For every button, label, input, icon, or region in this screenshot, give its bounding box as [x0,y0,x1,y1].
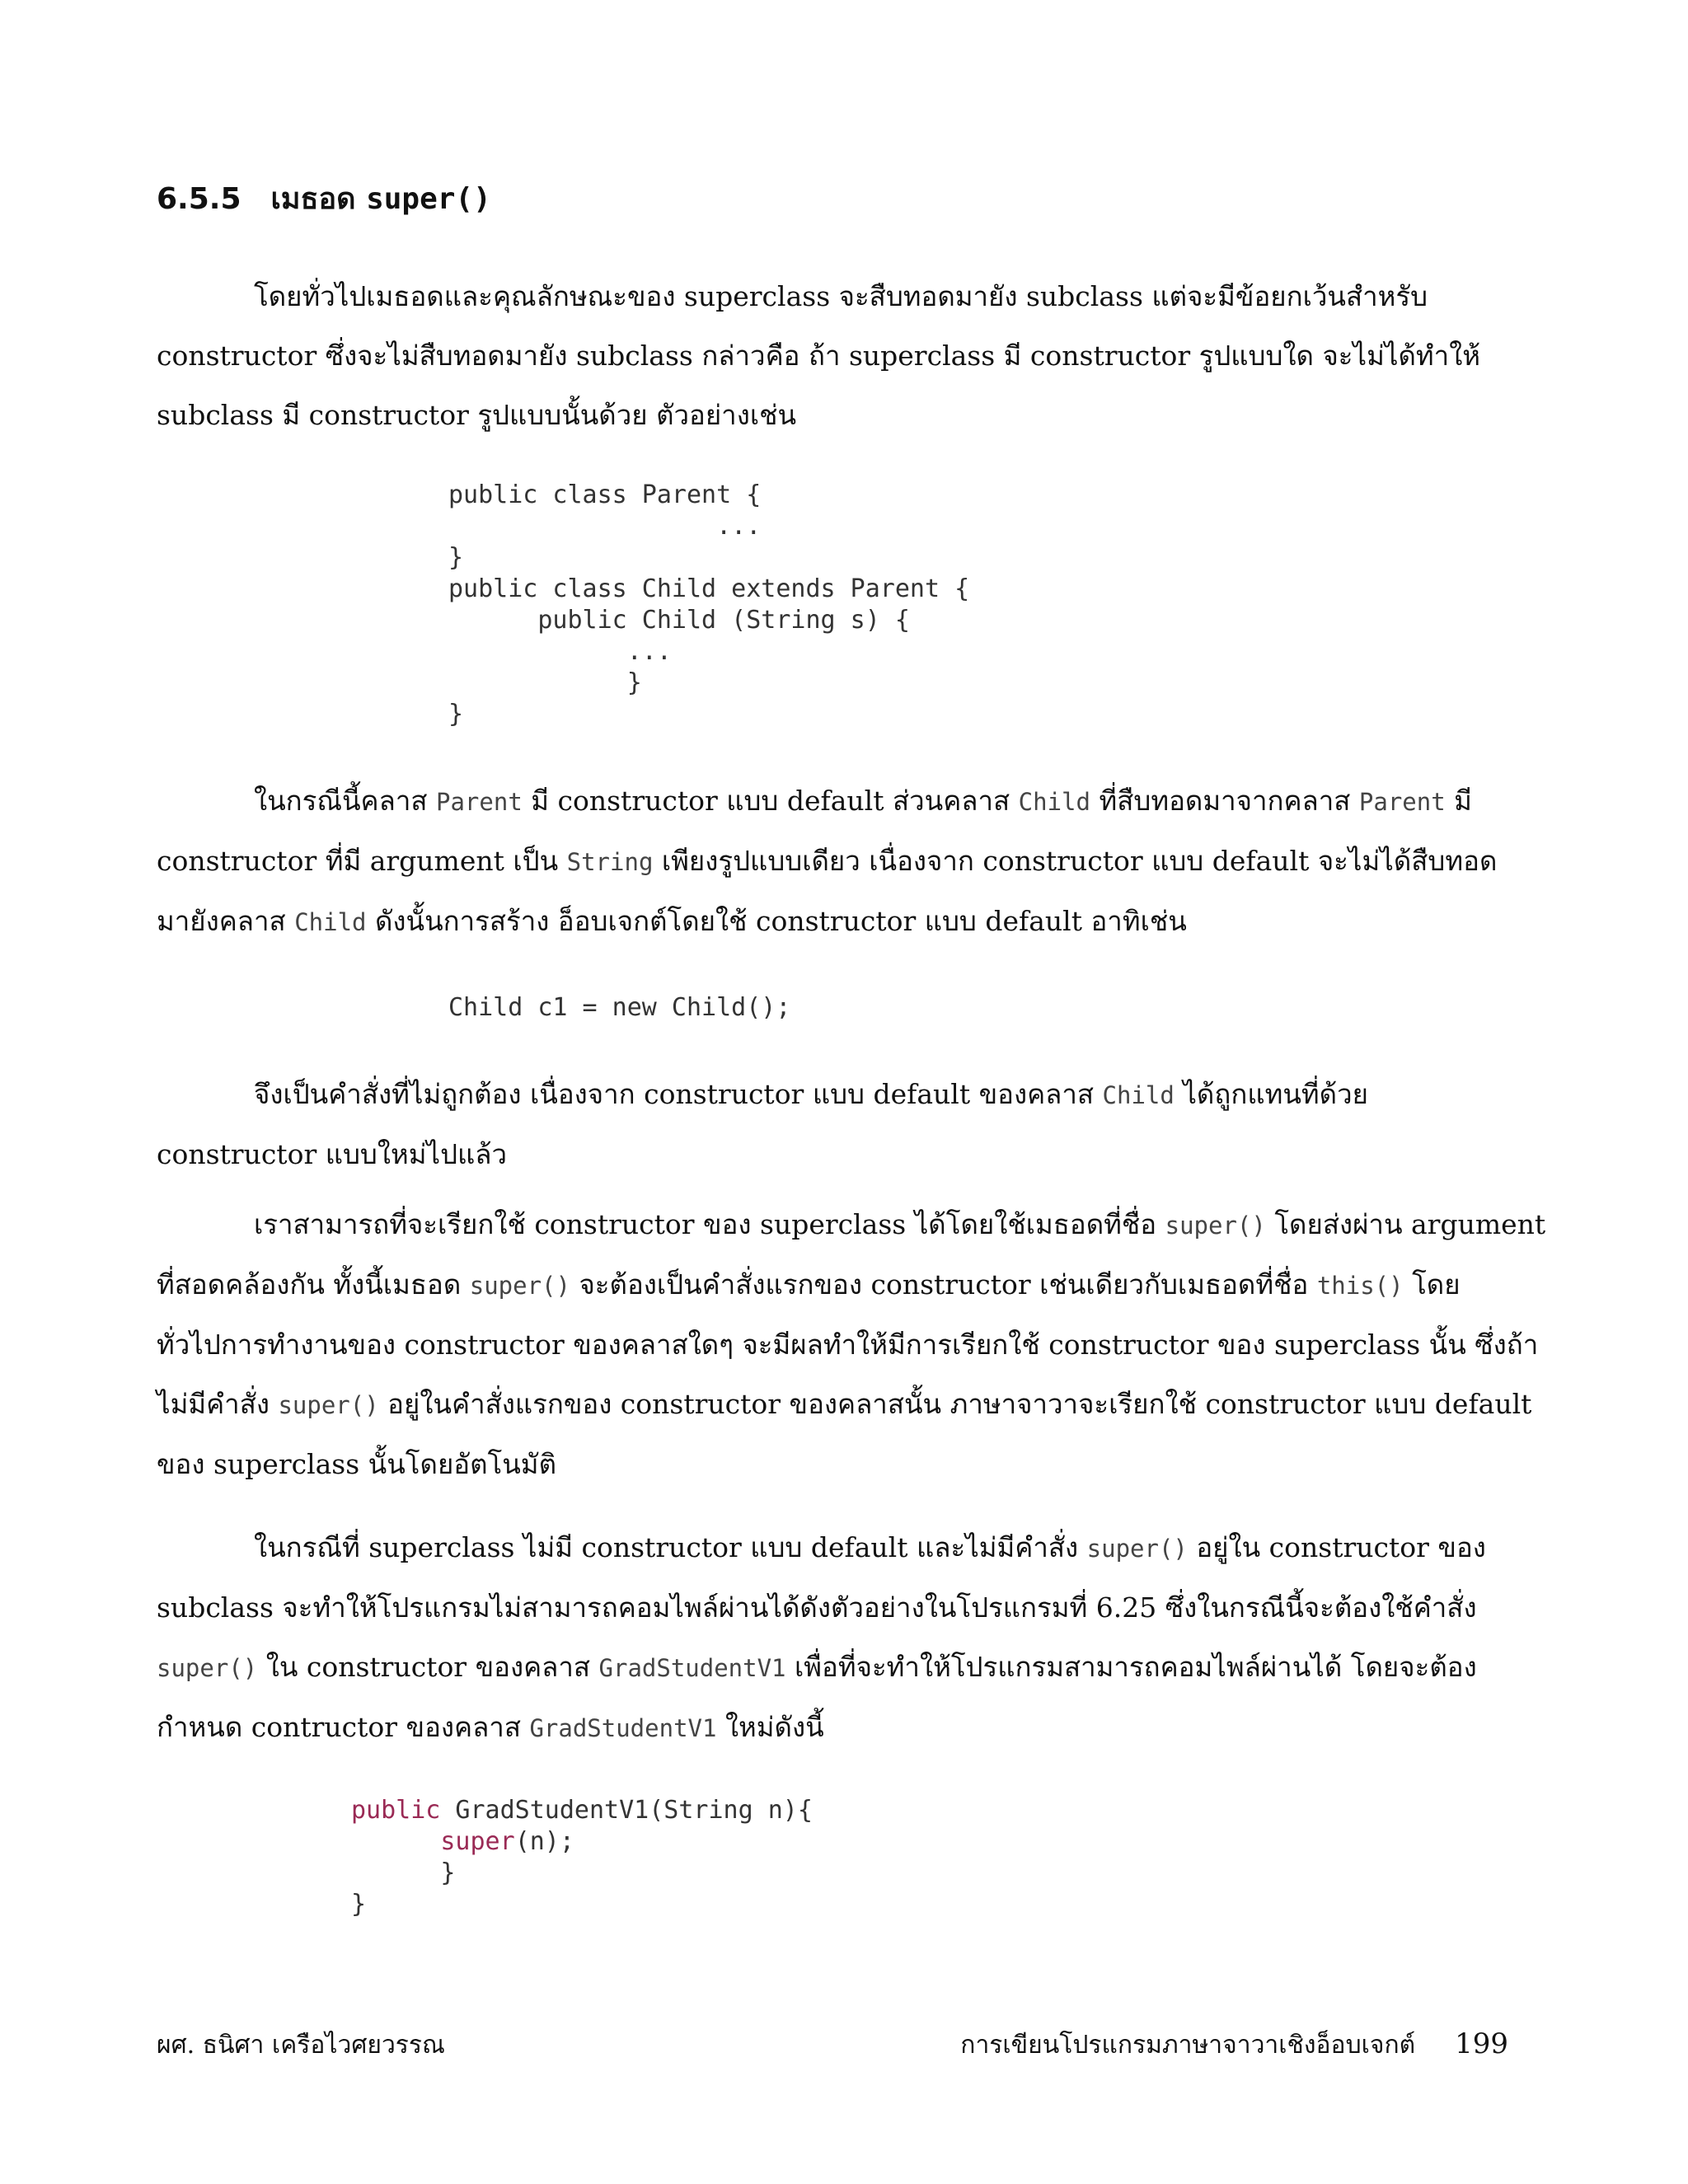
code-line: public class Parent { [448,480,762,509]
section-heading [157,175,491,222]
text-line: มายังคลาส Child ดังนั้นการสร้าง อ็อบเจกต์โดยใช้ constructor แบบ default อาทิเช่น [157,905,1187,937]
code-block-gradstudent-constructor: public GradStudentV1(String n){ super(n); } } [351,1796,813,1919]
code-line: public Child (String s) { [448,606,910,635]
footer-author: ผศ. ธนิศา เครือไวศยวรรณ [157,2031,445,2060]
text-line: ของ superclass นั้นโดยอัตโนมัติ [157,1448,556,1480]
code-block-parent-child [448,480,969,730]
text-line: ที่สอดคล้องกัน ทั้งนี้เมธอด super() จะต้องเป็นคำสั่งแรกของ constructor เช่นเดียวกับเมธอดที่ชื่อ this() โดย [157,1268,1461,1301]
text-line: ในกรณีนี้คลาส Parent มี constructor แบบ default ส่วนคลาส Child ที่สืบทอดมาจากคลาส Parent มี [254,785,1472,817]
text-line: constructor ที่มี argument เป็น String เพียงรูปแบบเดียว เนื่องจาก constructor แบบ default จะไม่ได้สืบทอด [157,845,1498,877]
footer-book-title: การเขียนโปรแกรมภาษาจาวาเชิงอ็อบเจกต์ [960,2031,1416,2060]
code-line: } [448,668,642,697]
code-line: } [448,543,464,572]
paragraph-5 [157,1518,1533,1758]
text-line: โดยทั่วไปเมธอดและคุณลักษณะของ superclass จะสืบทอดมายัง subclass แต่จะมีข้อยกเว้นสำหรับ [254,280,1428,312]
code-line: } [448,700,464,729]
paragraph-4 [157,1195,1546,1494]
code-line: Child c1 = new Child(); [448,993,791,1022]
code-line: public class Child extends Parent { [448,574,970,603]
text-line: subclass มี constructor รูปแบบนั้นด้วย ตัวอย่างเช่น [157,399,797,431]
code-line: ... [448,512,762,541]
text-line: constructor ซึ่งจะไม่สืบทอดมายัง subclass กล่าวคือ ถ้า superclass มี constructor รูปแบบใด จะไม่ได้ทำให้ [157,340,1481,372]
text-line: super() ใน constructor ของคลาส GradStudentV1 เพื่อที่จะทำให้โปรแกรมสามารถคอมไพล์ผ่านได้ โดยจะต้อง [157,1651,1477,1683]
section-title-code: super() [366,182,491,216]
code-keyword: super [440,1827,515,1856]
section-title-thai: เมธอด [270,182,356,216]
code-keyword: public [351,1796,441,1825]
text-line: ในกรณีที่ superclass ไม่มี constructor แบบ default และไม่มีคำสั่ง super() อยู่ใน constructor ของ [254,1531,1486,1563]
text-line: เราสามารถที่จะเรียกใช้ constructor ของ superclass ได้โดยใช้เมธอดที่ชื่อ super() โดยส่งผ่าน argument [254,1208,1546,1240]
text-line: กำหนด contructor ของคลาส GradStudentV1 ใหม่ดังนี้ [157,1711,824,1743]
code-block-child-instance [448,992,790,1024]
paragraph-1 [157,267,1533,445]
code-line: ... [448,637,672,666]
paragraph-3 [157,1065,1533,1184]
text-line: ทั่วไปการทำงานของ constructor ของคลาสใดๆ จะมีผลทำให้มีการเรียกใช้ constructor ของ superclass นั้น ซึ่งถ้า [157,1329,1539,1361]
text-line: subclass จะทำให้โปรแกรมไม่สามารถคอมไพล์ผ่านได้ดังตัวอย่างในโปรแกรมที่ 6.25 ซึ่งในกรณีนี้จะต้องใช้คำสั่ง [157,1591,1477,1624]
paragraph-2 [157,771,1533,952]
text-line: constructor แบบใหม่ไปแล้ว [157,1138,508,1170]
section-number: 6.5.5 [157,182,241,216]
page-number: 199 [1455,2027,1508,2060]
text-line: ไม่มีคำสั่ง super() อยู่ในคำสั่งแรกของ constructor ของคลาสนั้น ภาษาจาวาจะเรียกใช้ constructor แบบ default [157,1388,1532,1420]
text-line: จึงเป็นคำสั่งที่ไม่ถูกต้อง เนื่องจาก constructor แบบ default ของคลาส Child ได้ถูกแทนที่ด้วย [254,1078,1368,1110]
footer-book-info [960,2026,1508,2064]
